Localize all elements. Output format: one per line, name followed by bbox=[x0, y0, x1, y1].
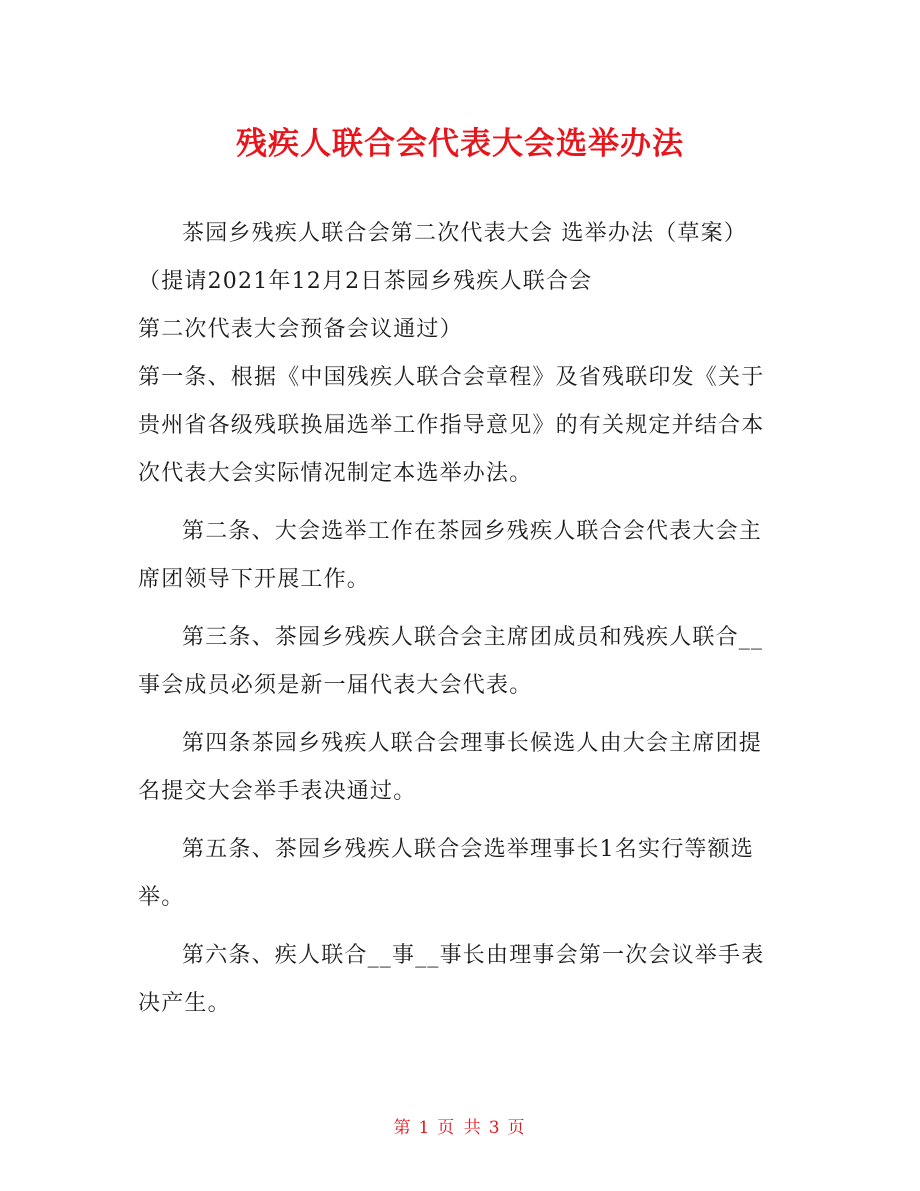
article-2: 第二条、大会选举工作在茶园乡残疾人联合会代表大会主席团领导下开展工作。 bbox=[138, 519, 763, 592]
footer-suffix: 页 bbox=[507, 1118, 527, 1138]
paragraph-heading: 茶园乡残疾人联合会第二次代表大会 选举办法（草案） bbox=[182, 221, 747, 246]
footer-current-page: 1 bbox=[418, 1118, 432, 1138]
paragraph-submission-note: （提请2021年12月2日茶园乡残疾人联合会 bbox=[138, 269, 593, 294]
article-6: 第六条、疾人联合__事__事长由理事会第一次会议举手表决产生。 bbox=[138, 943, 765, 1016]
footer-prefix: 第 bbox=[393, 1118, 413, 1138]
paragraph-submission-note-cont: 第二次代表大会预备会议通过） bbox=[138, 317, 463, 342]
footer-mid: 页 共 bbox=[437, 1118, 483, 1138]
article-5: 第五条、茶园乡残疾人联合会选举理事长1名实行等额选举。 bbox=[138, 837, 754, 910]
document-title: 残疾人联合会代表大会选举办法 bbox=[236, 126, 684, 162]
article-1: 第一条、根据《中国残疾人联合会章程》及省残联印发《关于贵州省各级残联换届选举工作指导意见》的有关规定并结合本次代表大会实际情况制定本选举办法。 bbox=[138, 365, 765, 486]
article-4: 第四条茶园乡残疾人联合会理事长候选人由大会主席团提名提交大会举手表决通过。 bbox=[138, 731, 763, 804]
page-footer bbox=[0, 1113, 920, 1138]
document-body bbox=[138, 210, 784, 1028]
article-3: 第三条、茶园乡残疾人联合会主席团成员和残疾人联合__事会成员必须是新一届代表大会代表。 bbox=[138, 625, 764, 698]
footer-total-pages: 3 bbox=[488, 1118, 502, 1138]
